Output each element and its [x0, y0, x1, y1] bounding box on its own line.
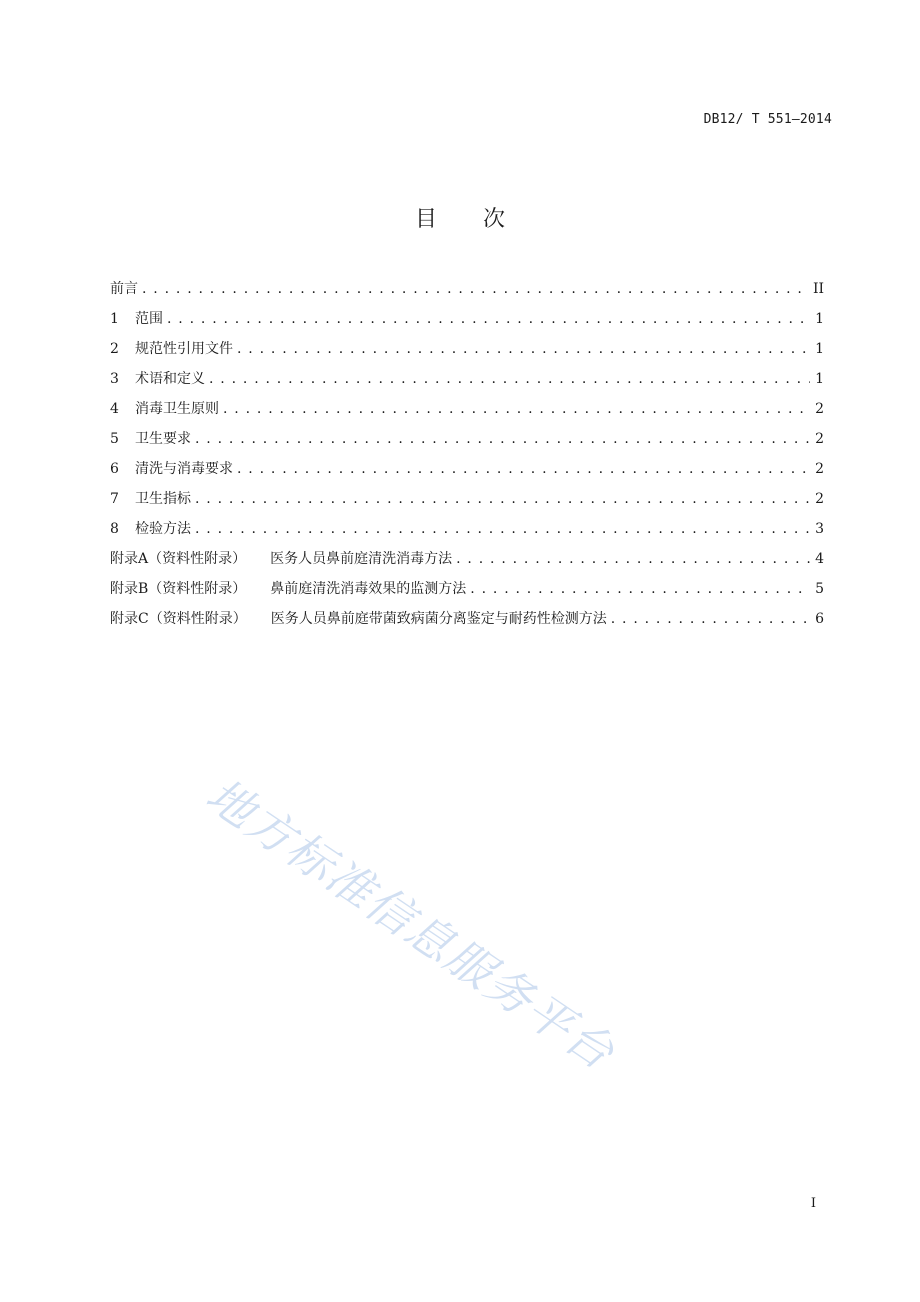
toc-entry-title: 术语和定义	[135, 371, 205, 387]
toc-entry-leader-dots	[237, 458, 810, 480]
toc-entry[interactable]	[110, 398, 824, 428]
toc-entry-title: 鼻前庭清洗消毒效果的监测方法	[270, 581, 467, 597]
toc-entry-leader-dots	[456, 548, 810, 570]
toc-entry-page: 1	[815, 341, 824, 357]
watermark: 地方标准信息服务平台	[196, 767, 625, 1081]
toc-entry-title: 规范性引用文件	[135, 341, 233, 357]
toc-entry-leader-dots	[237, 338, 810, 360]
toc-entry[interactable]	[110, 308, 824, 338]
toc-entry-number: 2	[110, 341, 119, 357]
table-of-contents	[110, 278, 824, 638]
toc-entry-page: 3	[815, 521, 824, 537]
toc-entry[interactable]	[110, 488, 824, 518]
toc-entry-title: 医务人员鼻前庭带菌致病菌分离鉴定与耐药性检测方法	[270, 611, 607, 627]
toc-entry-appendix-label: 附录A（资料性附录）	[110, 551, 247, 567]
toc-entry-page: 2	[815, 491, 824, 507]
toc-entry[interactable]	[110, 578, 824, 608]
toc-entry-page: 1	[815, 371, 824, 387]
toc-entry-number: 5	[110, 431, 119, 447]
toc-entry-title: 卫生要求	[135, 431, 191, 447]
toc-entry-leader-dots	[142, 278, 809, 300]
standard-code: DB12/ T 551—2014	[703, 112, 832, 127]
toc-entry-page: II	[812, 281, 824, 297]
toc-entry-page: 1	[815, 311, 824, 327]
toc-entry[interactable]	[110, 368, 824, 398]
toc-entry-number: 8	[110, 521, 119, 537]
toc-entry-appendix-label: 附录B（资料性附录）	[110, 581, 247, 597]
toc-entry-title: 前言	[110, 281, 138, 297]
toc-entry-page: 5	[815, 581, 824, 597]
page-number: I	[810, 1196, 816, 1211]
toc-entry-number: 7	[110, 491, 119, 507]
toc-entry-title: 检验方法	[135, 521, 191, 537]
toc-entry-title: 医务人员鼻前庭清洗消毒方法	[270, 551, 453, 567]
toc-entry-page: 2	[815, 431, 824, 447]
toc-entry-leader-dots	[195, 488, 810, 510]
toc-entry-leader-dots	[195, 518, 810, 540]
toc-entry-title: 卫生指标	[135, 491, 191, 507]
toc-entry-leader-dots	[209, 368, 810, 390]
toc-title	[0, 202, 920, 233]
toc-entry[interactable]	[110, 458, 824, 488]
toc-entry-number: 3	[110, 371, 119, 387]
toc-entry-appendix-label: 附录C（资料性附录）	[110, 611, 247, 627]
toc-entry[interactable]	[110, 608, 824, 638]
toc-entry-leader-dots	[167, 308, 810, 330]
toc-title-char-1: 目	[414, 207, 437, 232]
toc-entry-title: 清洗与消毒要求	[135, 461, 233, 477]
toc-entry[interactable]	[110, 278, 824, 308]
toc-entry-page: 6	[815, 611, 824, 627]
toc-entry[interactable]	[110, 518, 824, 548]
toc-entry-title: 范围	[135, 311, 163, 327]
toc-entry-leader-dots	[195, 428, 810, 450]
toc-entry-leader-dots	[223, 398, 810, 420]
toc-entry-number: 1	[110, 311, 119, 327]
toc-entry[interactable]	[110, 428, 824, 458]
toc-entry-page: 4	[815, 551, 824, 567]
toc-entry-number: 6	[110, 461, 119, 477]
toc-entry-page: 2	[815, 401, 824, 417]
toc-entry-leader-dots	[470, 578, 810, 600]
toc-entry-title: 消毒卫生原则	[135, 401, 219, 417]
toc-title-char-2: 次	[483, 207, 506, 232]
toc-entry[interactable]	[110, 338, 824, 368]
toc-entry[interactable]	[110, 548, 824, 578]
toc-entry-leader-dots	[611, 608, 810, 630]
toc-entry-number: 4	[110, 401, 119, 417]
toc-entry-page: 2	[815, 461, 824, 477]
